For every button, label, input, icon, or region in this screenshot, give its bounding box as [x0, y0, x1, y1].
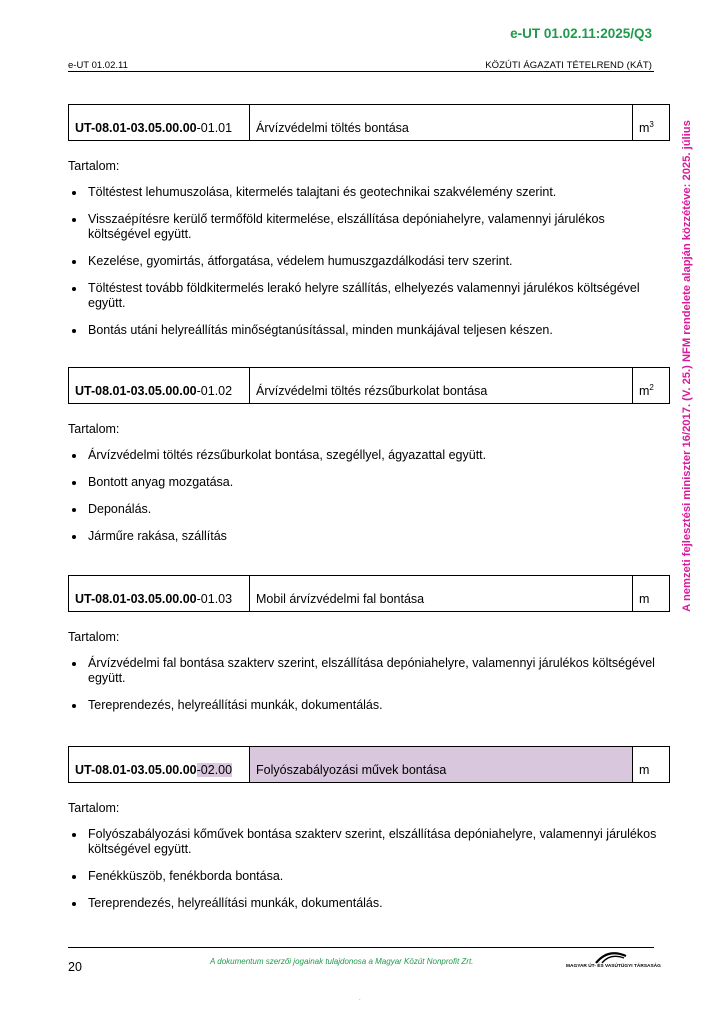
list-item: • Deponálás. — [86, 502, 670, 517]
item-section-2 — [68, 367, 670, 556]
list-item: • Tereprendezés, helyreállítási munkák, dokumentálás. — [86, 698, 670, 713]
page-number: 20 — [68, 960, 82, 974]
list-item: • Járműre rakása, szállítás — [86, 529, 670, 544]
tartalom-label: Tartalom: — [68, 422, 120, 436]
list-item: • Árvízvédelmi fal bontása szakterv szerint, elszállítása depóniahelyre, valamennyi járulékos költségével együtt. — [86, 656, 670, 686]
item-code: UT-08.01-03.05.00.00-01.01 — [69, 105, 250, 141]
list-item: • Töltéstest lehumuszolása, kitermelés talajtani és geotechnikai szakvélemény szerint. — [86, 185, 670, 200]
list-item: • Töltéstest tovább földkitermelés lerakó helyre szállítás, elhelyezés valamennyi járulékos költségével együtt. — [86, 281, 670, 311]
list-item: • Bontott anyag mozgatása. — [86, 475, 670, 490]
item-section-1 — [68, 104, 670, 350]
item-unit: m — [633, 747, 670, 783]
tartalom-label: Tartalom: — [68, 159, 120, 173]
side-note — [678, 96, 696, 636]
header-right: KÖZÚTI ÁGAZATI TÉTELREND (KÁT) — [485, 60, 652, 71]
content-list — [68, 656, 670, 713]
item-code-table — [68, 104, 670, 141]
header-left: e-UT 01.02.11 — [68, 60, 128, 71]
tartalom-label: Tartalom: — [68, 801, 120, 815]
list-item: • Kezelése, gyomirtás, átforgatása, védelem humuszgazdálkodási terv szerint. — [86, 254, 670, 269]
list-item: • Tereprendezés, helyreállítási munkák, dokumentálás. — [86, 896, 670, 911]
page-mark: . — [359, 996, 361, 1002]
item-code: UT-08.01-03.05.00.00-02.00 — [69, 747, 250, 783]
tartalom-label: Tartalom: — [68, 630, 120, 644]
item-unit: $m^2$ — [633, 368, 670, 404]
list-item: • Árvízvédelmi töltés rézsűburkolat bontása, szegéllyel, ágyazattal együtt. — [86, 448, 670, 463]
item-code-table — [68, 367, 670, 404]
side-note-text: A nemzeti fejlesztési miniszter 16/2017. (V. 25.) NFM rendelete alapján közzétéve: 2025. július — [681, 120, 693, 612]
item-code-table — [68, 575, 670, 612]
list-item: • Folyószabályozási kőművek bontása szakterv szerint, elszállítása depóniahelyre, valamennyi járulékos költségével együtt. — [86, 827, 670, 857]
header-rule — [68, 71, 654, 72]
logo-arc-icon — [594, 950, 628, 964]
content-list — [68, 827, 670, 911]
item-code-table — [68, 746, 670, 783]
footer-rule — [68, 947, 654, 948]
item-code: UT-08.01-03.05.00.00-01.03 — [69, 576, 250, 612]
logo-text: MAGYAR ÚT- ÉS VASÚTÜGYI TÁRSASÁG — [566, 964, 661, 969]
company-logo — [566, 950, 661, 972]
item-title: Folyószabályozási művek bontása — [250, 747, 633, 783]
item-title: Árvízvédelmi töltés bontása — [250, 105, 633, 141]
item-section-4 — [68, 746, 670, 923]
item-unit: $m^3$ — [633, 105, 670, 141]
item-unit: m — [633, 576, 670, 612]
content-list — [68, 185, 670, 338]
list-item: • Fenékküszöb, fenékborda bontása. — [86, 869, 670, 884]
item-title: Árvízvédelmi töltés rézsűburkolat bontása — [250, 368, 633, 404]
item-title: Mobil árvízvédelmi fal bontása — [250, 576, 633, 612]
document-code: e-UT 01.02.11:2025/Q3 — [510, 26, 652, 41]
list-item: • Bontás utáni helyreállítás minőségtanúsítással, minden munkájával teljesen készen. — [86, 323, 670, 338]
item-code: UT-08.01-03.05.00.00-01.02 — [69, 368, 250, 404]
copyright-notice: A dokumentum szerzői jogainak tulajdonosa a Magyar Közút Nonprofit Zrt. — [210, 957, 474, 966]
item-section-3 — [68, 575, 670, 725]
content-list — [68, 448, 670, 544]
list-item: • Visszaépítésre kerülő termőföld kitermelése, elszállítása depóniahelyre, valamennyi járulékos költségével együtt. — [86, 212, 670, 242]
